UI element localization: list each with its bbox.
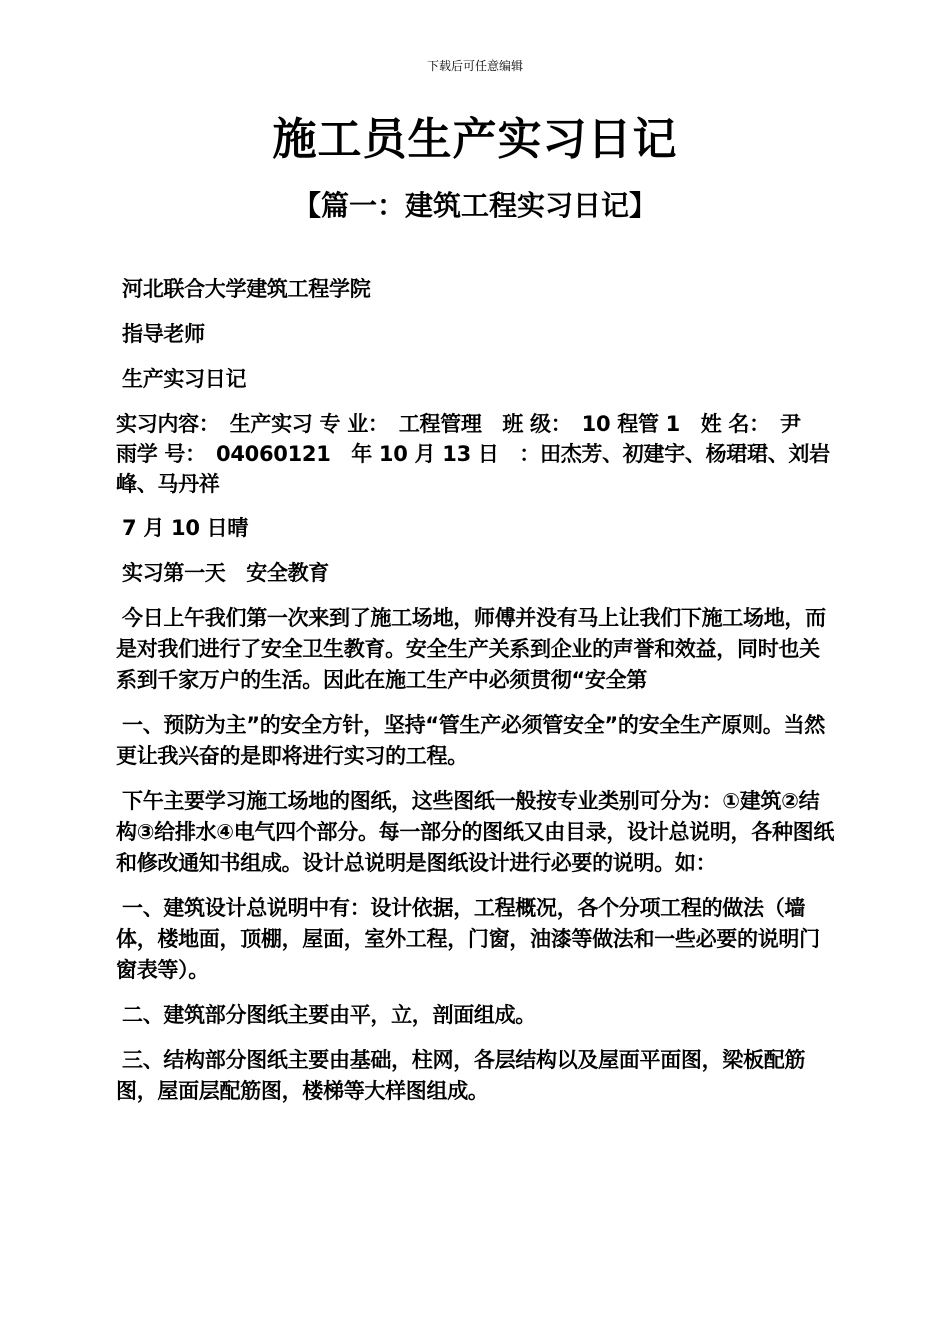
page-header-note: 下载后可任意编辑 bbox=[426, 59, 523, 73]
body-paragraph: 一、建筑设计总说明中有：设计依据，工程概况，各个分项工程的做法（墙体，楼地面，顶棚，屋面，室外工程，门窗，油漆等做法和一些必要的说明门窗表等）。 bbox=[116, 896, 820, 982]
body-paragraph: 三、结构部分图纸主要由基础，柱网，各层结构以及屋面平面图，梁板配筋图，屋面层配筋图，楼梯等大样图组成。 bbox=[116, 1048, 806, 1103]
school-line: 河北联合大学建筑工程学院 bbox=[122, 277, 371, 301]
internship-info: 实习内容： 生产实习 专 业： 工程管理 班 级： 10 程管 1 姓 名： 尹 雨学 号： 04060121 年 10 月 13 日 ：田杰芳、初建宇、杨珺珺、刘岩峰、马丹祥 bbox=[116, 412, 830, 496]
document-subtitle: 【篇一：建筑工程实习日记】 bbox=[292, 189, 657, 222]
body-paragraph: 今日上午我们第一次来到了施工场地，师傅并没有马上让我们下施工场地，而是对我们进行了安全卫生教育。安全生产关系到企业的声誉和效益，同时也关系到千家万户的生活。因此在施工生产中必须贯彻“安全第 bbox=[116, 606, 826, 692]
instructor-line: 指导老师 bbox=[122, 322, 205, 346]
body-paragraph: 下午主要学习施工场地的图纸，这些图纸一般按专业类别可分为：①建筑②结构③给排水④电气四个部分。每一部分的图纸又由目录，设计总说明，各种图纸和修改通知书组成。设计总说明是图纸设计进行必要的说明。如： bbox=[116, 789, 835, 875]
diary-label: 生产实习日记 bbox=[122, 367, 247, 391]
body-paragraph: 二、建筑部分图纸主要由平，立，剖面组成。 bbox=[122, 1003, 536, 1027]
document-title: 施工员生产实习日记 bbox=[272, 114, 678, 165]
date-line: 7 月 10 日晴 bbox=[122, 516, 249, 540]
body-paragraph: 一、预防为主”的安全方针，坚持“管生产必须管安全”的安全生产原则。当然更让我兴奋的是即将进行实习的工程。 bbox=[116, 713, 825, 768]
document-body bbox=[116, 274, 838, 1121]
day-heading: 实习第一天 安全教育 bbox=[122, 561, 329, 585]
